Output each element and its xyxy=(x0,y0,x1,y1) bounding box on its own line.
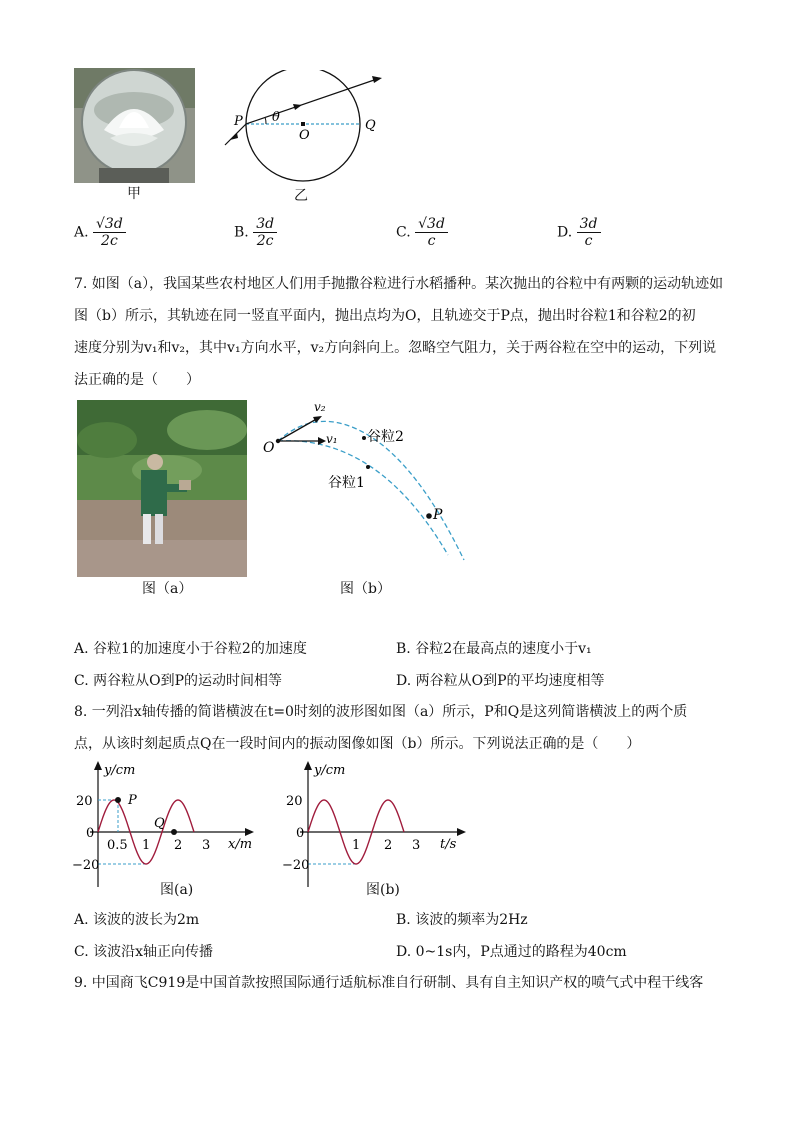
x-axis-label: x/m xyxy=(228,837,253,852)
q7-line-3: 速度分别为v₁和v₂，其中v₁方向水平，v₂方向斜向上。忽略空气阻力，关于两谷粒在空中的运动，下列说 xyxy=(74,340,717,356)
option-den: c xyxy=(427,233,436,249)
q8-option-d: D. 0~1s内，P点通过的路程为40cm xyxy=(396,944,627,960)
label-v2: v₂ xyxy=(314,400,326,414)
xtick-1: 1 xyxy=(352,838,361,853)
ytick-0: 0 xyxy=(296,826,305,841)
option-den: 2c xyxy=(101,233,118,249)
q6-option-a xyxy=(74,216,126,249)
ytick-20: 20 xyxy=(76,794,93,809)
q9-line-1: 9. 中国商飞C919是中国首款按照国际通行适航标准自行研制、具有自主知识产权的喷气式中程干线客 xyxy=(74,975,704,991)
q8-option-a: A. 该波的波长为2m xyxy=(74,912,200,928)
option-num: √3d xyxy=(93,216,126,233)
point-Q xyxy=(171,829,177,835)
q8-option-c: C. 该波沿x轴正向传播 xyxy=(74,944,214,960)
v2-arrow xyxy=(278,417,320,441)
label-Q: Q xyxy=(365,118,376,133)
vibration-graph-b xyxy=(280,757,470,892)
option-letter: B. xyxy=(234,224,249,241)
label-v1: v₁ xyxy=(326,432,338,446)
xtick-3: 3 xyxy=(412,838,421,853)
ytick-neg20: −20 xyxy=(282,858,310,873)
q7-line-2: 图（b）所示，其轨迹在同一竖直平面内，抛出点均为O，且轨迹交于P点，抛出时谷粒1和谷粒2的初 xyxy=(74,308,696,324)
farmer-sowing-photo xyxy=(77,400,247,577)
label-Q: Q xyxy=(154,816,165,831)
q7-option-a: A. 谷粒1的加速度小于谷粒2的加速度 xyxy=(74,641,307,657)
q7-line-4: 法正确的是（ ） xyxy=(74,372,200,388)
q7-option-c: C. 两谷粒从O到P的运动时间相等 xyxy=(74,673,283,689)
trajectory-diagram xyxy=(258,395,478,570)
trajectory-grain-1 xyxy=(278,441,448,555)
xtick-0.5: 0.5 xyxy=(107,838,128,853)
refraction-diagram xyxy=(220,70,390,205)
label-P: P xyxy=(234,114,243,129)
y-axis-label: y/cm xyxy=(314,763,346,778)
q6-option-d xyxy=(557,216,601,249)
option-num: 3d xyxy=(577,216,601,233)
option-den: 2c xyxy=(256,233,274,249)
option-den: c xyxy=(584,233,593,249)
graph-a-caption: 图(a) xyxy=(160,882,194,898)
q8-option-b: B. 该波的频率为2Hz xyxy=(396,912,528,928)
q7-line-1: 7. 如图（a），我国某些农村地区人们用手抛撒谷粒进行水稻播种。某次抛出的谷粒中有两颗的运动轨迹如 xyxy=(74,276,724,292)
option-letter: C. xyxy=(396,224,411,241)
label-grain-2: 谷粒2 xyxy=(367,429,404,445)
xtick-1: 1 xyxy=(142,838,151,853)
option-num: 3d xyxy=(253,216,277,233)
ytick-20: 20 xyxy=(286,794,303,809)
q6-option-b xyxy=(234,216,277,249)
xtick-2: 2 xyxy=(174,838,183,853)
label-O: O xyxy=(263,440,275,456)
ytick-neg20: −20 xyxy=(72,858,100,873)
option-num: √3d xyxy=(415,216,448,233)
crystal-ball-photo xyxy=(74,68,195,183)
point-P xyxy=(115,797,121,803)
label-O: O xyxy=(299,128,310,143)
option-letter: D. xyxy=(557,224,573,241)
q8-line-1: 8. 一列沿x轴传播的简谐横波在t=0时刻的波形图如图（a）所示，P和Q是这列简谐横波上的两个质 xyxy=(74,704,688,720)
fig-yi-caption: 乙 xyxy=(294,188,308,204)
fig-b-caption: 图（b） xyxy=(340,581,391,597)
y-axis-label: y/cm xyxy=(104,763,136,778)
wave-graph-a xyxy=(70,757,270,892)
ytick-0: 0 xyxy=(86,826,95,841)
q6-option-c xyxy=(396,216,448,249)
label-theta: θ xyxy=(272,110,280,125)
label-P: P xyxy=(433,507,443,523)
q7-option-d: D. 两谷粒从O到P的平均速度相等 xyxy=(396,673,605,689)
q8-line-2: 点，从该时刻起质点Q在一段时间内的振动图像如图（b）所示。下列说法正确的是（ ） xyxy=(74,736,641,752)
option-letter: A. xyxy=(74,224,89,241)
label-grain-1: 谷粒1 xyxy=(328,475,365,491)
fig-jia-caption: 甲 xyxy=(127,186,141,202)
graph-b-caption: 图(b) xyxy=(366,882,400,898)
label-P: P xyxy=(128,793,137,808)
xtick-2: 2 xyxy=(384,838,393,853)
q7-option-b: B. 谷粒2在最高点的速度小于v₁ xyxy=(396,641,592,657)
fig-a-caption: 图（a） xyxy=(142,581,193,597)
xtick-3: 3 xyxy=(202,838,211,853)
x-axis-label: t/s xyxy=(440,837,457,852)
